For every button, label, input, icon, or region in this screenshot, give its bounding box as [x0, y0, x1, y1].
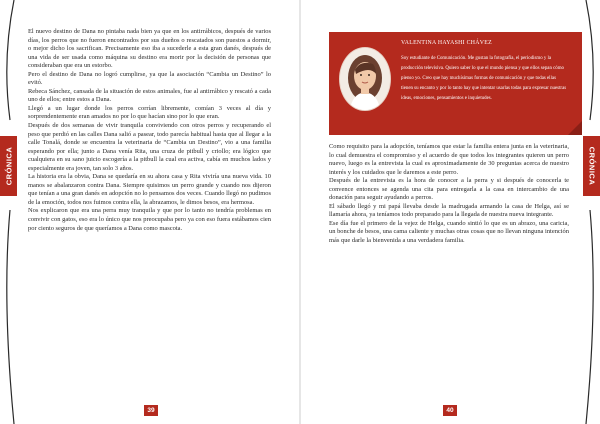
- paragraph: Rebeca Sánchez, cansada de la situación de estos animales, fue al antirrábico y rescató a cada uno de ellos; entre estos a Dana.: [28, 87, 271, 104]
- paragraph: El nuevo destino de Dana no pintaba nada bien ya que en los antirrábicos, después de varios días, los perros que no fueron encontrados por sus dueños o rescatados son puestos a dormir, o mejor dicho los sacrifican. Precisamente eso iba a sucederle a esta gran danés, después de una vida de ser usada como máquina su destino era morir por la decisión de personas que consideraban que era un estorbo.: [28, 28, 271, 70]
- right-page: [301, 0, 600, 424]
- left-page: [0, 0, 299, 424]
- paragraph: Pero el destino de Dana no logró cumplirse, ya que la asociación “Cambia un Destino” lo evitó.: [28, 70, 271, 87]
- author-box: [329, 32, 582, 135]
- article-body: [28, 28, 271, 233]
- paragraph: La historia era la obvia, Dana se quedaría en su ahora casa y Rita viviría una nueva vida. 10 manos se abalanzaron contra Dana. Siempre quisimos un perro grande y cuando nos dijeron que tenían a una gran danés en adopción no lo pensamos dos veces. Cuando llegó no pudimos de la emoción, todos nos fuimos contra ella, la abrazamos, le dimos besos, era hermosa.: [28, 173, 271, 206]
- page-edge-curve: [584, 0, 600, 424]
- author-name: VALENTINA HAYASHI CHÁVEZ: [401, 40, 492, 46]
- section-tab-label: CRÓNICA: [4, 146, 13, 186]
- paragraph: Llegó a un lugar donde los perros corrían libremente, comían 3 veces al día y sorprendentemente eran amados no por lo que hacían sino por lo que eran.: [28, 104, 271, 121]
- page-edge-curve: [0, 0, 16, 424]
- paragraph: Después de la entrevista es la hora de conocer a la perra y si después de conocerla te convence entonces se agenda una cita para entregarla a la casa en intercambio de una donación para seguir ayudando a perros.: [329, 177, 569, 202]
- portrait-illustration: [340, 48, 390, 110]
- paragraph: El sábado llegó y mi papá llevaba desde la madrugada armando la casa de Helga, así se llamaría ahora, ya teníamos todo preparado para la llegada de nuestra nueva integrante.: [329, 202, 569, 219]
- page-number: 39: [144, 405, 158, 416]
- section-tab-label: CRÓNICA: [587, 146, 596, 186]
- paragraph: Como requisito para la adopción, teníamos que estar la familia entera junta en la veterinaria, lo cual demuestra el compromiso y el acuerdo de que todos los integrantes quieren un perro nuevo, luego es la entrevista la cual es aproximadamente de 30 preguntas acerca de nuestro interés y los cuidados que le daremos a este perro.: [329, 143, 569, 176]
- article-body: [329, 143, 569, 246]
- section-tab: [0, 136, 17, 196]
- author-portrait: [339, 47, 391, 111]
- paragraph: Nos explicaron que era una perra muy tranquila y que por lo tanto no tendría problemas en convivir con gatos, eso era lo único que nos preocupaba pero ya con eso fuera estábamos cien por ciento seguros de que queríamos a Dana como mascota.: [28, 207, 271, 232]
- page-number: 40: [443, 405, 457, 416]
- corner-fold: [568, 121, 582, 135]
- section-tab: [583, 136, 600, 196]
- paragraph: Ese día fue el primero de la vejez de Helga, cuando sintió lo que es un abrazo, una caricia, un bonche de besos, una cama caliente y muchas otras cosas que no llevan ninguna intención más que darle la bienvenida a una verdadera familia.: [329, 219, 569, 245]
- author-bio: Soy estudiante de Comunicación. Me gustan la fotografía, el periodismo y la producción televisiva. Quiero saber lo que el mundo piensa y que ellos sepan cómo pienso yo. Creo que hay muchísimas formas de comunicación y que todas ellas tienen su encanto y por lo tanto hay que intentar usarlas todas para expresar nuestras ideas, emociones, pensamientos e inquietudes.: [401, 56, 567, 101]
- paragraph: Después de dos semanas de vivir tranquila conviviendo con otros perros y recuperando el peso que perdió en las calles Dana salió a pasear, todo parecía habitual hasta que al llegar a la calle Tonalá, donde se encuentra la veterinaria de “Cambia un Destino”, vio a una familia esperando por ella; junto a Dana venía Rita, una cruza de pitbull y criollo; era lógico que cualquiera en su sano juicio escogería a la pitbull la cual era activa, cabía en muchos lados y especialmente era joven, tan solo 3 años.: [28, 122, 271, 172]
